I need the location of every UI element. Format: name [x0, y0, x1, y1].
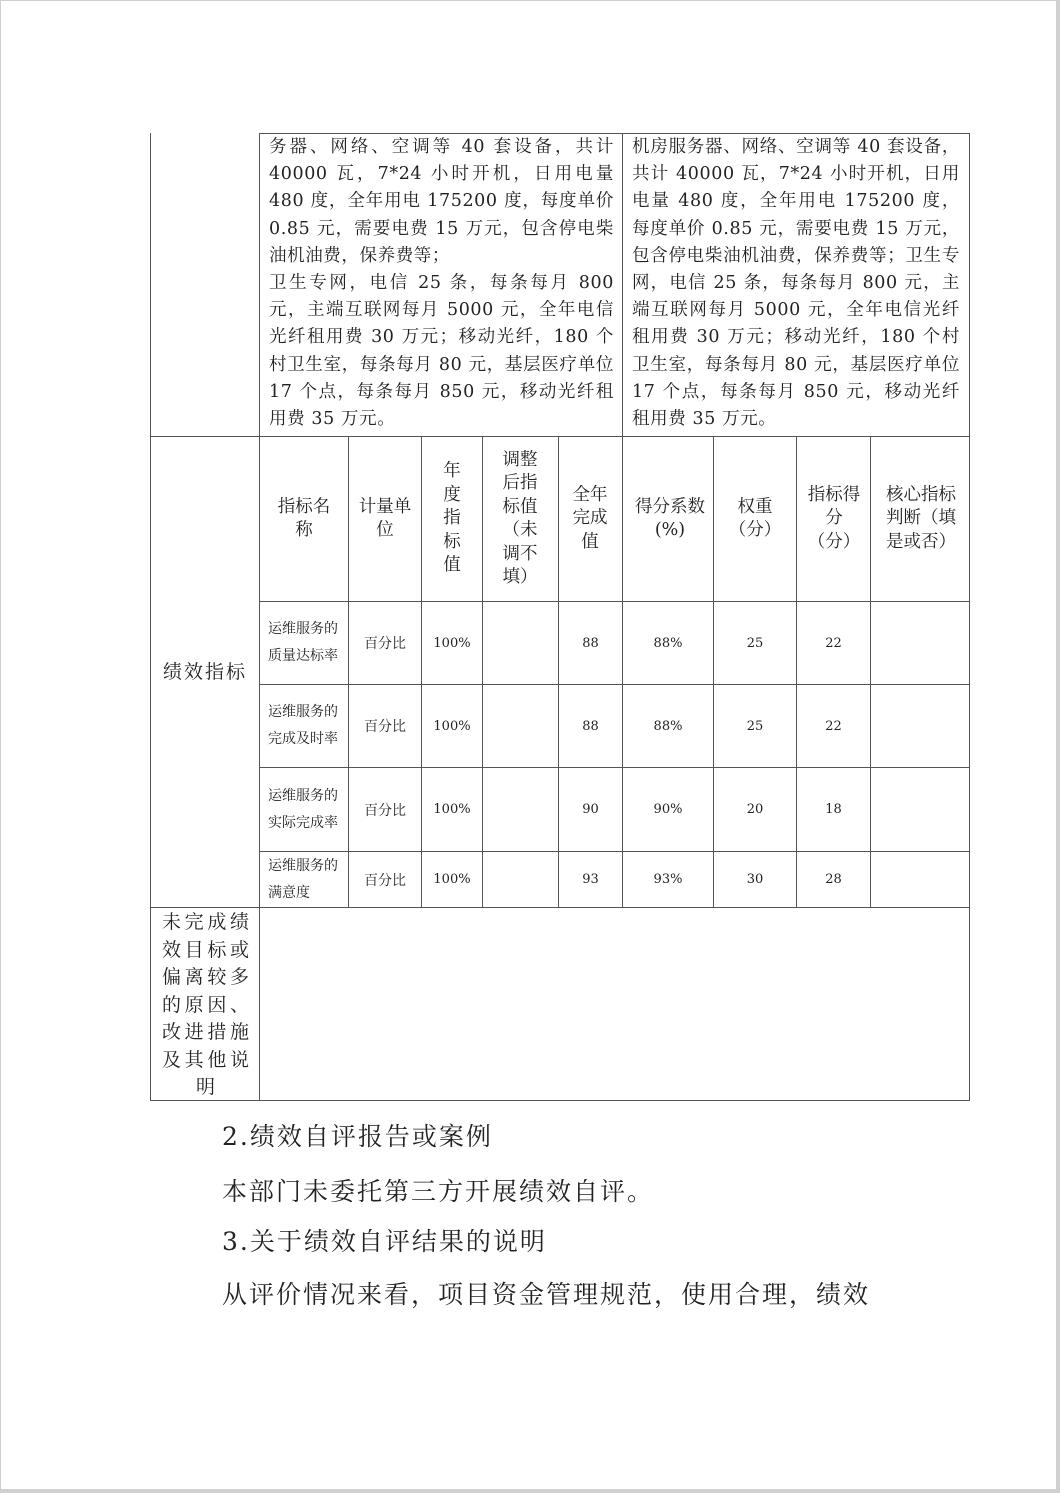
section-heading-3: 3.关于绩效自评结果的说明 — [222, 1227, 547, 1256]
row-1-core — [871, 602, 969, 684]
row-3-score: 18 — [825, 802, 842, 817]
row-1-coef: 88% — [653, 635, 683, 651]
row-2-target: 100% — [433, 718, 471, 734]
section-paragraph-3: 从评价情况来看，项目资金管理规范，使用合理，绩效 — [222, 1280, 871, 1309]
section-heading-2: 2.绩效自评报告或案例 — [222, 1122, 493, 1151]
row-4-coef: 93% — [653, 872, 683, 887]
header-indicator-name: 指标名称 — [277, 496, 331, 540]
row-4-name: 运维服务的满意度 — [268, 857, 338, 901]
row-4-actual: 93 — [582, 872, 599, 887]
header-weight: 权重（分） — [728, 496, 782, 540]
row-4-unit: 百分比 — [364, 872, 406, 889]
cost-description-left: 务器、网络、空调等 40 套设备，共计 40000 瓦，7*24 小时开机，日用电量 480 度，全年用电 175200 度，每度单价 0.85 元，需要电费 15 万元，包含停电柴油机油费，保养费等； 卫生专网，电信 25 条，每条每月 800 元，主端互联网每月 5000 元，全年电信光纤租用费 30 万元；移动光纤，180 个村卫生室，每条每月 80 元，基层医疗单位 17 个点，每条每月 850 元，移动光纤租用费 35 万元。 — [269, 137, 614, 430]
row-2-unit: 百分比 — [364, 719, 406, 735]
row-3-coef: 90% — [653, 802, 683, 817]
cost-description-right: 机房服务器、网络、空调等 40 套设备，共计 40000 瓦，7*24 小时开机，日用电量 480 度，全年用电 175200 度，每度单价 0.85 元，需要电费 15 万元，包含停电柴油机油费，保养费等；卫生专网，电信 25 条，每条每月 800 元，主端互联网每月 5000 元，全年电信光纤租用费 30 万元；移动光纤，180 个村卫生室，每条每月 80 元，基层医疗单位 17 个点，每条每月 850 元，移动光纤租用费 35 万元。 — [632, 137, 967, 430]
row-3-adjusted — [483, 768, 558, 851]
unfinished-label: 未完成绩效目标或偏离较多的原因、改进措施及其他说明 — [162, 911, 250, 1098]
row-2-actual: 88 — [582, 718, 599, 734]
row-1-score: 22 — [825, 635, 842, 651]
header-annual-actual: 全年完成值 — [572, 484, 608, 552]
row-1-actual: 88 — [582, 635, 599, 651]
row-1-unit: 百分比 — [364, 636, 406, 652]
row-2-coef: 88% — [653, 718, 683, 734]
row-2-core — [871, 685, 969, 767]
header-adjusted-target: 调整后指标值（未调不填） — [502, 449, 538, 587]
row-2-score: 22 — [825, 718, 842, 734]
row-2-weight: 25 — [746, 718, 764, 734]
header-indicator-score: 指标得分（分） — [807, 484, 861, 552]
section-paragraph-2: 本部门未委托第三方开展绩效自评。 — [222, 1177, 655, 1206]
header-score-coefficient: 得分系数(%) — [635, 496, 705, 540]
row-4-score: 28 — [825, 872, 842, 887]
row-4-core — [871, 852, 969, 907]
header-unit: 计量单位 — [358, 496, 412, 540]
row-1-name: 运维服务的质量达标率 — [268, 621, 338, 664]
header-core-judgement: 核心指标判断（填是或否） — [886, 484, 956, 552]
row-1-weight: 25 — [746, 635, 764, 651]
row-2-name: 运维服务的完成及时率 — [268, 704, 338, 747]
row-1-adjusted — [483, 602, 558, 684]
row-3-name: 运维服务的实际完成率 — [268, 787, 338, 831]
row-3-target: 100% — [433, 802, 471, 817]
performance-category-label: 绩效指标 — [162, 661, 247, 683]
row-3-actual: 90 — [582, 802, 599, 817]
row-3-weight: 20 — [746, 802, 764, 817]
row-2-adjusted — [483, 685, 558, 767]
row-3-unit: 百分比 — [364, 802, 406, 819]
row-4-target: 100% — [433, 872, 471, 887]
header-annual-target: 年度指标值 — [443, 461, 461, 576]
row-3-core — [871, 768, 969, 851]
row-4-adjusted — [483, 852, 558, 907]
row-1-target: 100% — [433, 635, 471, 651]
row-4-weight: 30 — [746, 872, 764, 887]
